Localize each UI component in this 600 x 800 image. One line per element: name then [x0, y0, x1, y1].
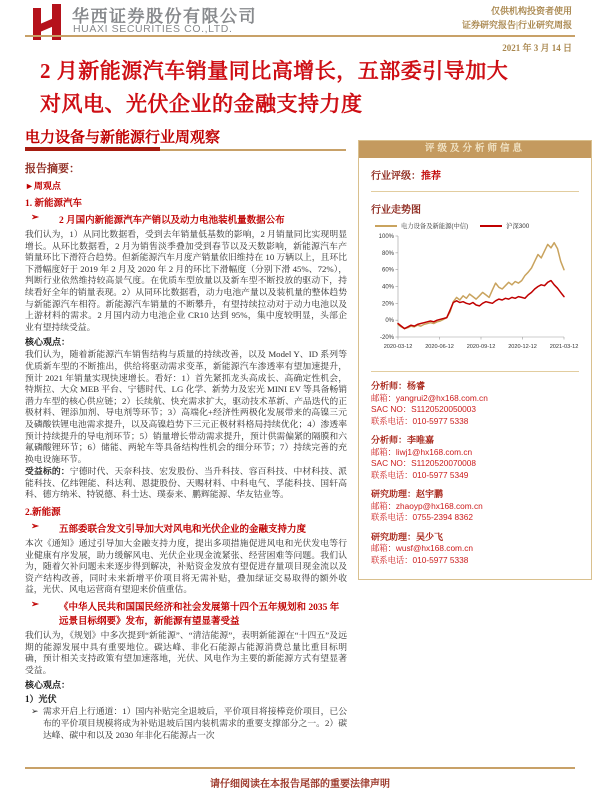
section2-bullet1-heading: [25, 521, 347, 535]
bullet-arrow-icon: ➢: [31, 522, 39, 533]
subtitle-underline-gold: [160, 149, 346, 151]
week-view-label: 周观点: [33, 181, 61, 191]
analyst-role-name: [371, 532, 579, 544]
legend-series1-label: 电力设备及新能源(中信): [401, 223, 469, 230]
analyst-role-name: [371, 381, 579, 393]
chart-legend: [375, 221, 579, 230]
phone-value: 010-5977 5338: [412, 554, 469, 565]
phone-value: 010-5977 5338: [412, 415, 469, 426]
section1-targets: [25, 466, 347, 501]
phone-label: 联系电话：: [371, 512, 413, 522]
analyst-email: [371, 501, 579, 513]
week-view-heading: [25, 179, 347, 192]
svg-text:100%: 100%: [378, 234, 394, 240]
section1-core-label: 核心观点：: [25, 337, 71, 348]
analyst-name: 吴少飞: [416, 531, 444, 542]
footer-divider: [25, 767, 575, 769]
analyst-name: 赵宇鹏: [416, 489, 444, 499]
panel-divider: [371, 371, 579, 372]
email-label: 邮箱：: [371, 500, 396, 511]
section2-sub1-title: 1）光伏: [25, 694, 57, 705]
email-value: liwj1@hx168.com.cn: [395, 446, 473, 457]
email-value: zhaoyp@hx168.com.cn: [395, 500, 483, 511]
section2-bullet2-text: 《中华人民共和国国民经济和社会发展第十四个五年规划和 2035 年远景目标纲要》发布，新能源有望显著受益: [59, 603, 340, 628]
analyst-role: 研究助理：: [371, 531, 417, 542]
section1-paragraph1: 我们认为，1）从同比数据看，受到去年销量低基数的影响，2 月销量同比实现明显增长。从环比数据看，2 月为销售淡季叠加受到春节以及天数影响，新能源汽车产销量环比下滑符合趋势。但新能源汽车月度产销量依旧维持在 10 万辆以上，且环比下滑幅度好于 2019 年 2 月及 2020 年 2 月的环比下滑幅度（分别下滑 45%、72%），判断行业依然维持较高景气度。在优质车型放量以及新车型不断投放的驱动下，持续看好全年的销量表现。2）从同环比数据看，动力电池产量以及装机量的整体趋势与新能源汽车相符。新能源汽车销量的不断攀升，有望持续拉动对于动力电池以及上游材料的需求。2 月国内动力电池企业 CR10 达到 95%，集中度较明显，头部企业有望持续受益。: [25, 229, 347, 332]
analyst-role-name: [371, 435, 579, 447]
email-value: yangrui2@hx168.com.cn: [395, 392, 488, 403]
svg-text:20%: 20%: [381, 301, 394, 308]
targets-label: 受益标的：: [25, 466, 70, 477]
svg-text:80%: 80%: [381, 250, 394, 257]
chart-title: 行业走势图: [371, 205, 421, 216]
legend-series2-label: 沪深300: [506, 223, 530, 230]
analyst-role-name: [371, 489, 579, 501]
svg-text:2020-09-12: 2020-09-12: [466, 344, 496, 350]
section1-title: 1. 新能源汽车: [25, 199, 83, 209]
analyst-email: [371, 393, 579, 405]
phone-label: 联系电话：: [371, 415, 413, 426]
section1-paragraph2: 我们认为，随着新能源汽车销售结构与质量的持续改善，以及 Model Y、ID 系列等优质新车型的不断推出，供给将驱动需求变革，新能源汽车渗透率有望加速提升，预计 2021 年销量实现快速增长。看好：1）首先紧抓龙头高成长、高确定性机会，特斯拉、大众 MEB 平台、宁德时代、LG 化学、新势力及宏光 MINI EV 等具备畅销潜力车型的核心供应链；2）长续航、快充需求扩大，驱动技术革新、产品迭代的正极材料、锂添加剂、导电剂等环节；3）高端化+经济性两极化发展带来的高镍三元及磷酸铁锂电池需求提升，以及高镍趋势下三元正极材料格局持续优化；4）渗透率预计持续提升的导电剂环节；5）销量增长带动需求提升，预计供需偏紧的隔膜和六氟磷酸锂环节；6）储能、两轮车等具备结构性机会的细分环节；7）持续完善的充换电设施环节。: [25, 349, 347, 464]
email-label: 邮箱：: [371, 392, 396, 403]
section2-bullet3-text: 需求开启上行通道：1）国内补贴完全退坡后，平价项目将接棒竞价项目，已公布的平价项目规模将成为补贴退坡后国内装机需求的重要支撑部分之一。2）碳达峰、碳中和以及 2030 年非化石能源占一次: [43, 706, 347, 740]
section2-bullet2-heading: [25, 599, 347, 627]
sac-label: SAC NO：: [371, 458, 412, 468]
section2-paragraph1: 本次《通知》通过引导加大金融支持力度，提出多项措施促进风电和光伏发电等行业健康有序发展，助力缓解风电、光伏企业现金流紧张、经营困难等问题。我们认为，随着欠补问题未来逐步得到解决，补贴资金发放有望促进存量项目现金流以及资产结构改善，同时未来新增平价项目将无需补贴，叠加绿证交易取得的额外收益，光伏、风电运营商有望迎来价值重估。: [25, 538, 347, 595]
bullet-arrow-icon: ➢: [31, 706, 39, 717]
svg-text:2020-06-12: 2020-06-12: [425, 344, 454, 350]
sac-label: SAC NO：: [371, 404, 412, 414]
phone-label: 联系电话：: [371, 554, 413, 565]
section2-paragraph2: 我们认为，《规划》中多次提到“新能源”、“清洁能源”，表明新能源在“十四五”及远期的能源发展中具有重要地位。碳达峰、非化石能源占能源消费总量比重目标明确，预计相关支持政策有望加速落地，光伏、风电作为主要的新能源方式有望显著受益。: [25, 630, 347, 675]
section2-bullet1-text: 五部委联合发文引导加大对风电和光伏企业的金融支持力度: [59, 525, 307, 536]
rating-label: 行业评级：: [371, 171, 421, 182]
huaxi-logo-icon: [30, 4, 64, 45]
report-title-line1: 2 月新能源汽车销量同比高增长，五部委引导加大: [40, 59, 509, 83]
svg-text:-20%: -20%: [379, 335, 394, 341]
analyst-name: 李唯嘉: [407, 435, 435, 445]
targets-list: 宁德时代、天奈科技、宏发股份、当升科技、容百科技、中材科技、派能科技、亿纬锂能、科达利、恩捷股份、天赐材料、中科电气、孚能科技、国轩高科、德方纳米、特锐德、科士达、璞泰来、鹏辉能源、华友钴业等。: [25, 466, 347, 500]
report-title-line2: 对风电、光伏企业的金融支持力度: [40, 92, 363, 116]
legend-swatch-gold: [375, 225, 397, 227]
analyst-sac: [371, 404, 579, 416]
analyst-block: [371, 489, 579, 524]
analyst-phone: [371, 470, 579, 482]
svg-text:2020-12-12: 2020-12-12: [508, 344, 537, 350]
analyst-block: [371, 381, 579, 427]
analyst-block: [371, 435, 579, 481]
panel-title: 评级及分析师信息: [359, 141, 591, 158]
section2-title: 2.新能源: [25, 508, 61, 519]
section1-bullet-heading: [25, 212, 347, 226]
svg-text:60%: 60%: [381, 267, 394, 274]
sac-value: S1120520070008: [411, 458, 477, 468]
analyst-role: 研究助理：: [371, 489, 417, 499]
phone-label: 联系电话：: [371, 469, 413, 480]
investor-notice: 仅供机构投资者使用: [490, 6, 572, 16]
analyst-phone: [371, 555, 579, 567]
analyst-block: [371, 532, 579, 567]
analyst-name: 杨睿: [407, 381, 426, 391]
svg-text:2021-03-12: 2021-03-12: [549, 344, 579, 350]
report-type: 证券研究报告|行业研究周报: [462, 20, 572, 30]
section2-bullet3: [25, 706, 347, 741]
analyst-sac: [371, 458, 579, 470]
legend-swatch-red: [480, 225, 502, 227]
svg-text:0%: 0%: [385, 318, 394, 325]
subtitle-underline-red: [25, 147, 160, 151]
report-summary-column: [25, 160, 347, 742]
analyst-role: 分析师：: [371, 435, 408, 445]
phone-value: 0755-2394 8362: [412, 512, 473, 522]
report-date: 2021 年 3 月 14 日: [502, 43, 572, 53]
section2-core-label: 核心观点：: [25, 680, 71, 691]
panel-divider: [371, 191, 579, 192]
analyst-phone: [371, 416, 579, 428]
view-marker-icon: ►: [25, 181, 34, 191]
analyst-email: [371, 543, 579, 555]
company-name-cn: 华西证券股份有限公司: [72, 7, 257, 26]
svg-text:2020-03-12: 2020-03-12: [383, 344, 413, 350]
sac-value: S1120520050003: [411, 404, 477, 414]
email-label: 邮箱：: [371, 543, 396, 553]
section1-bullet-text: 2 月国内新能源汽车产销以及动力电池装机量数据公布: [59, 216, 285, 226]
analyst-email: [371, 447, 579, 459]
industry-rating: [371, 167, 579, 182]
report-title: [40, 55, 580, 121]
email-value: wusf@hx168.com.cn: [395, 543, 474, 553]
summary-heading: 报告摘要：: [25, 163, 80, 175]
analyst-phone: [371, 512, 579, 524]
phone-value: 010-5977 5349: [412, 469, 469, 480]
header-divider: [25, 35, 575, 37]
svg-text:40%: 40%: [381, 284, 394, 291]
footer-disclaimer: 请仔细阅读在本报告尾部的重要法律声明: [210, 779, 390, 790]
industry-trend-chart: [371, 231, 581, 357]
analyst-role: 分析师：: [371, 381, 408, 391]
company-name-en: HUAXI SECURITIES CO.,LTD.: [73, 23, 233, 35]
rating-value: 推荐: [421, 171, 441, 182]
email-label: 邮箱：: [371, 446, 396, 457]
report-subtitle: 电力设备与新能源行业周观察: [25, 130, 221, 146]
bullet-arrow-icon: ➢: [31, 600, 39, 611]
rating-analyst-panel: [358, 140, 592, 580]
bullet-arrow-icon: ➢: [31, 213, 39, 223]
